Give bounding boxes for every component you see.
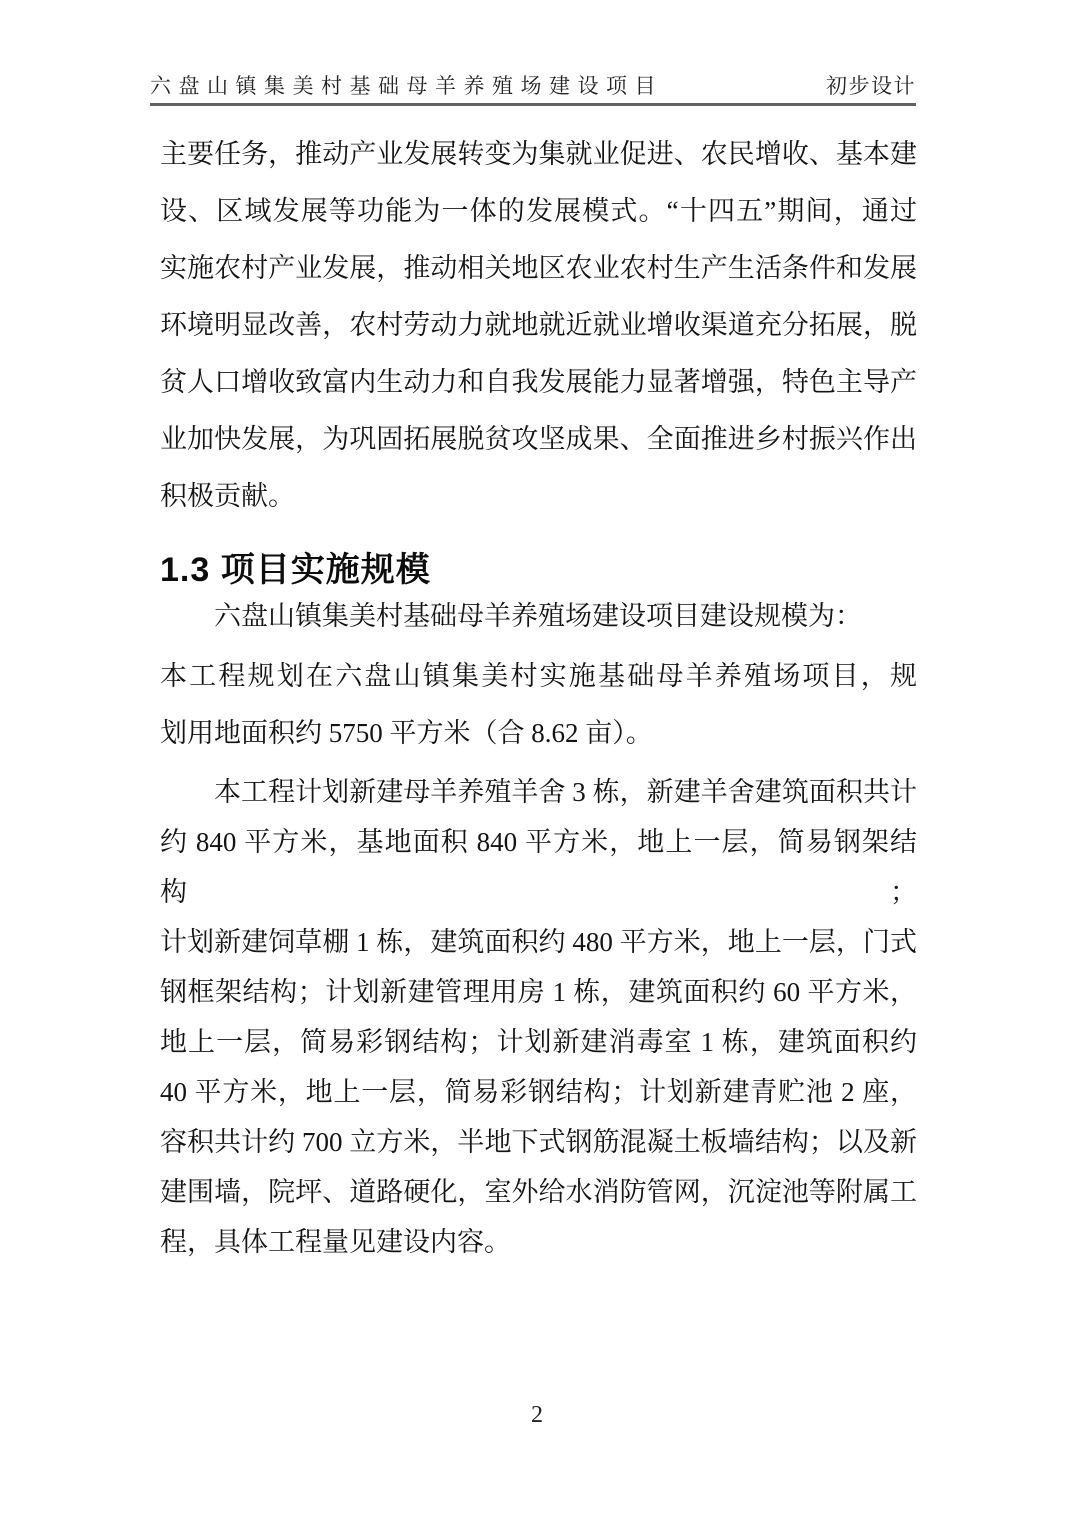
paragraph-line: 设、区域发展等功能为一体的发展模式。“十四五”期间，通过 (160, 196, 917, 226)
paragraph-line: 主要任务，推动产业发展转变为集就业促进、农民增收、基本建 (160, 139, 917, 169)
paragraph-scale-intro (160, 588, 917, 645)
paragraph-line: 本工程计划新建母羊养殖羊舍 3 栋，新建羊舍建筑面积共计 (214, 777, 917, 807)
paragraph-line: 钢框架结构；计划新建管理用房 1 栋，建筑面积约 60 平方米， (160, 977, 917, 1007)
paragraph-line: 建围墙，院坪、道路硬化，室外给水消防管网，沉淀池等附属工 (160, 1177, 917, 1207)
paragraph-line: 划用地面积约 5750 平方米（合 8.62 亩）。 (160, 718, 653, 748)
paragraph-line: 六盘山镇集美村基础母羊养殖场建设项目建设规模为： (214, 601, 862, 631)
paragraph-line: 积极贡献。 (160, 481, 295, 511)
header-project-title: 六盘山镇集美村基础母羊养殖场建设项目 (150, 74, 663, 98)
paragraph-land-area (160, 648, 917, 762)
section-heading: 1.3 项目实施规模 (160, 551, 431, 589)
paragraph-line: 贫人口增收致富内生动力和自我发展能力显著增强，特色主导产 (160, 367, 917, 397)
paragraph-line: 约 840 平方米，基地面积 840 平方米，地上一层，简易钢架结构； (160, 827, 917, 907)
paragraph-line: 容积共计约 700 立方米，半地下式钢筋混凝土板墙结构；以及新 (160, 1127, 917, 1157)
page-header (150, 74, 916, 106)
paragraph-construction-plan (160, 767, 917, 1267)
header-doc-type: 初步设计 (826, 74, 916, 98)
paragraph-line: 业加快发展，为巩固拓展脱贫攻坚成果、全面推进乡村振兴作出 (160, 424, 917, 454)
paragraph-line: 地上一层，简易彩钢结构；计划新建消毒室 1 栋，建筑面积约 (160, 1027, 917, 1057)
paragraph-line: 程，具体工程量见建设内容。 (160, 1227, 511, 1257)
paragraph-line: 计划新建饲草棚 1 栋，建筑面积约 480 平方米，地上一层，门式 (160, 927, 917, 957)
paragraph-line: 40 平方米，地上一层，简易彩钢结构；计划新建青贮池 2 座， (160, 1077, 917, 1107)
page-number: 2 (531, 1402, 543, 1428)
paragraph-line: 本工程规划在六盘山镇集美村实施基础母羊养殖场项目，规 (160, 661, 917, 691)
paragraph-line: 实施农村产业发展，推动相关地区农业农村生产生活条件和发展 (160, 253, 917, 283)
paragraph-continuation (160, 126, 917, 525)
paragraph-line: 环境明显改善，农村劳动力就地就近就业增收渠道充分拓展，脱 (160, 310, 917, 340)
